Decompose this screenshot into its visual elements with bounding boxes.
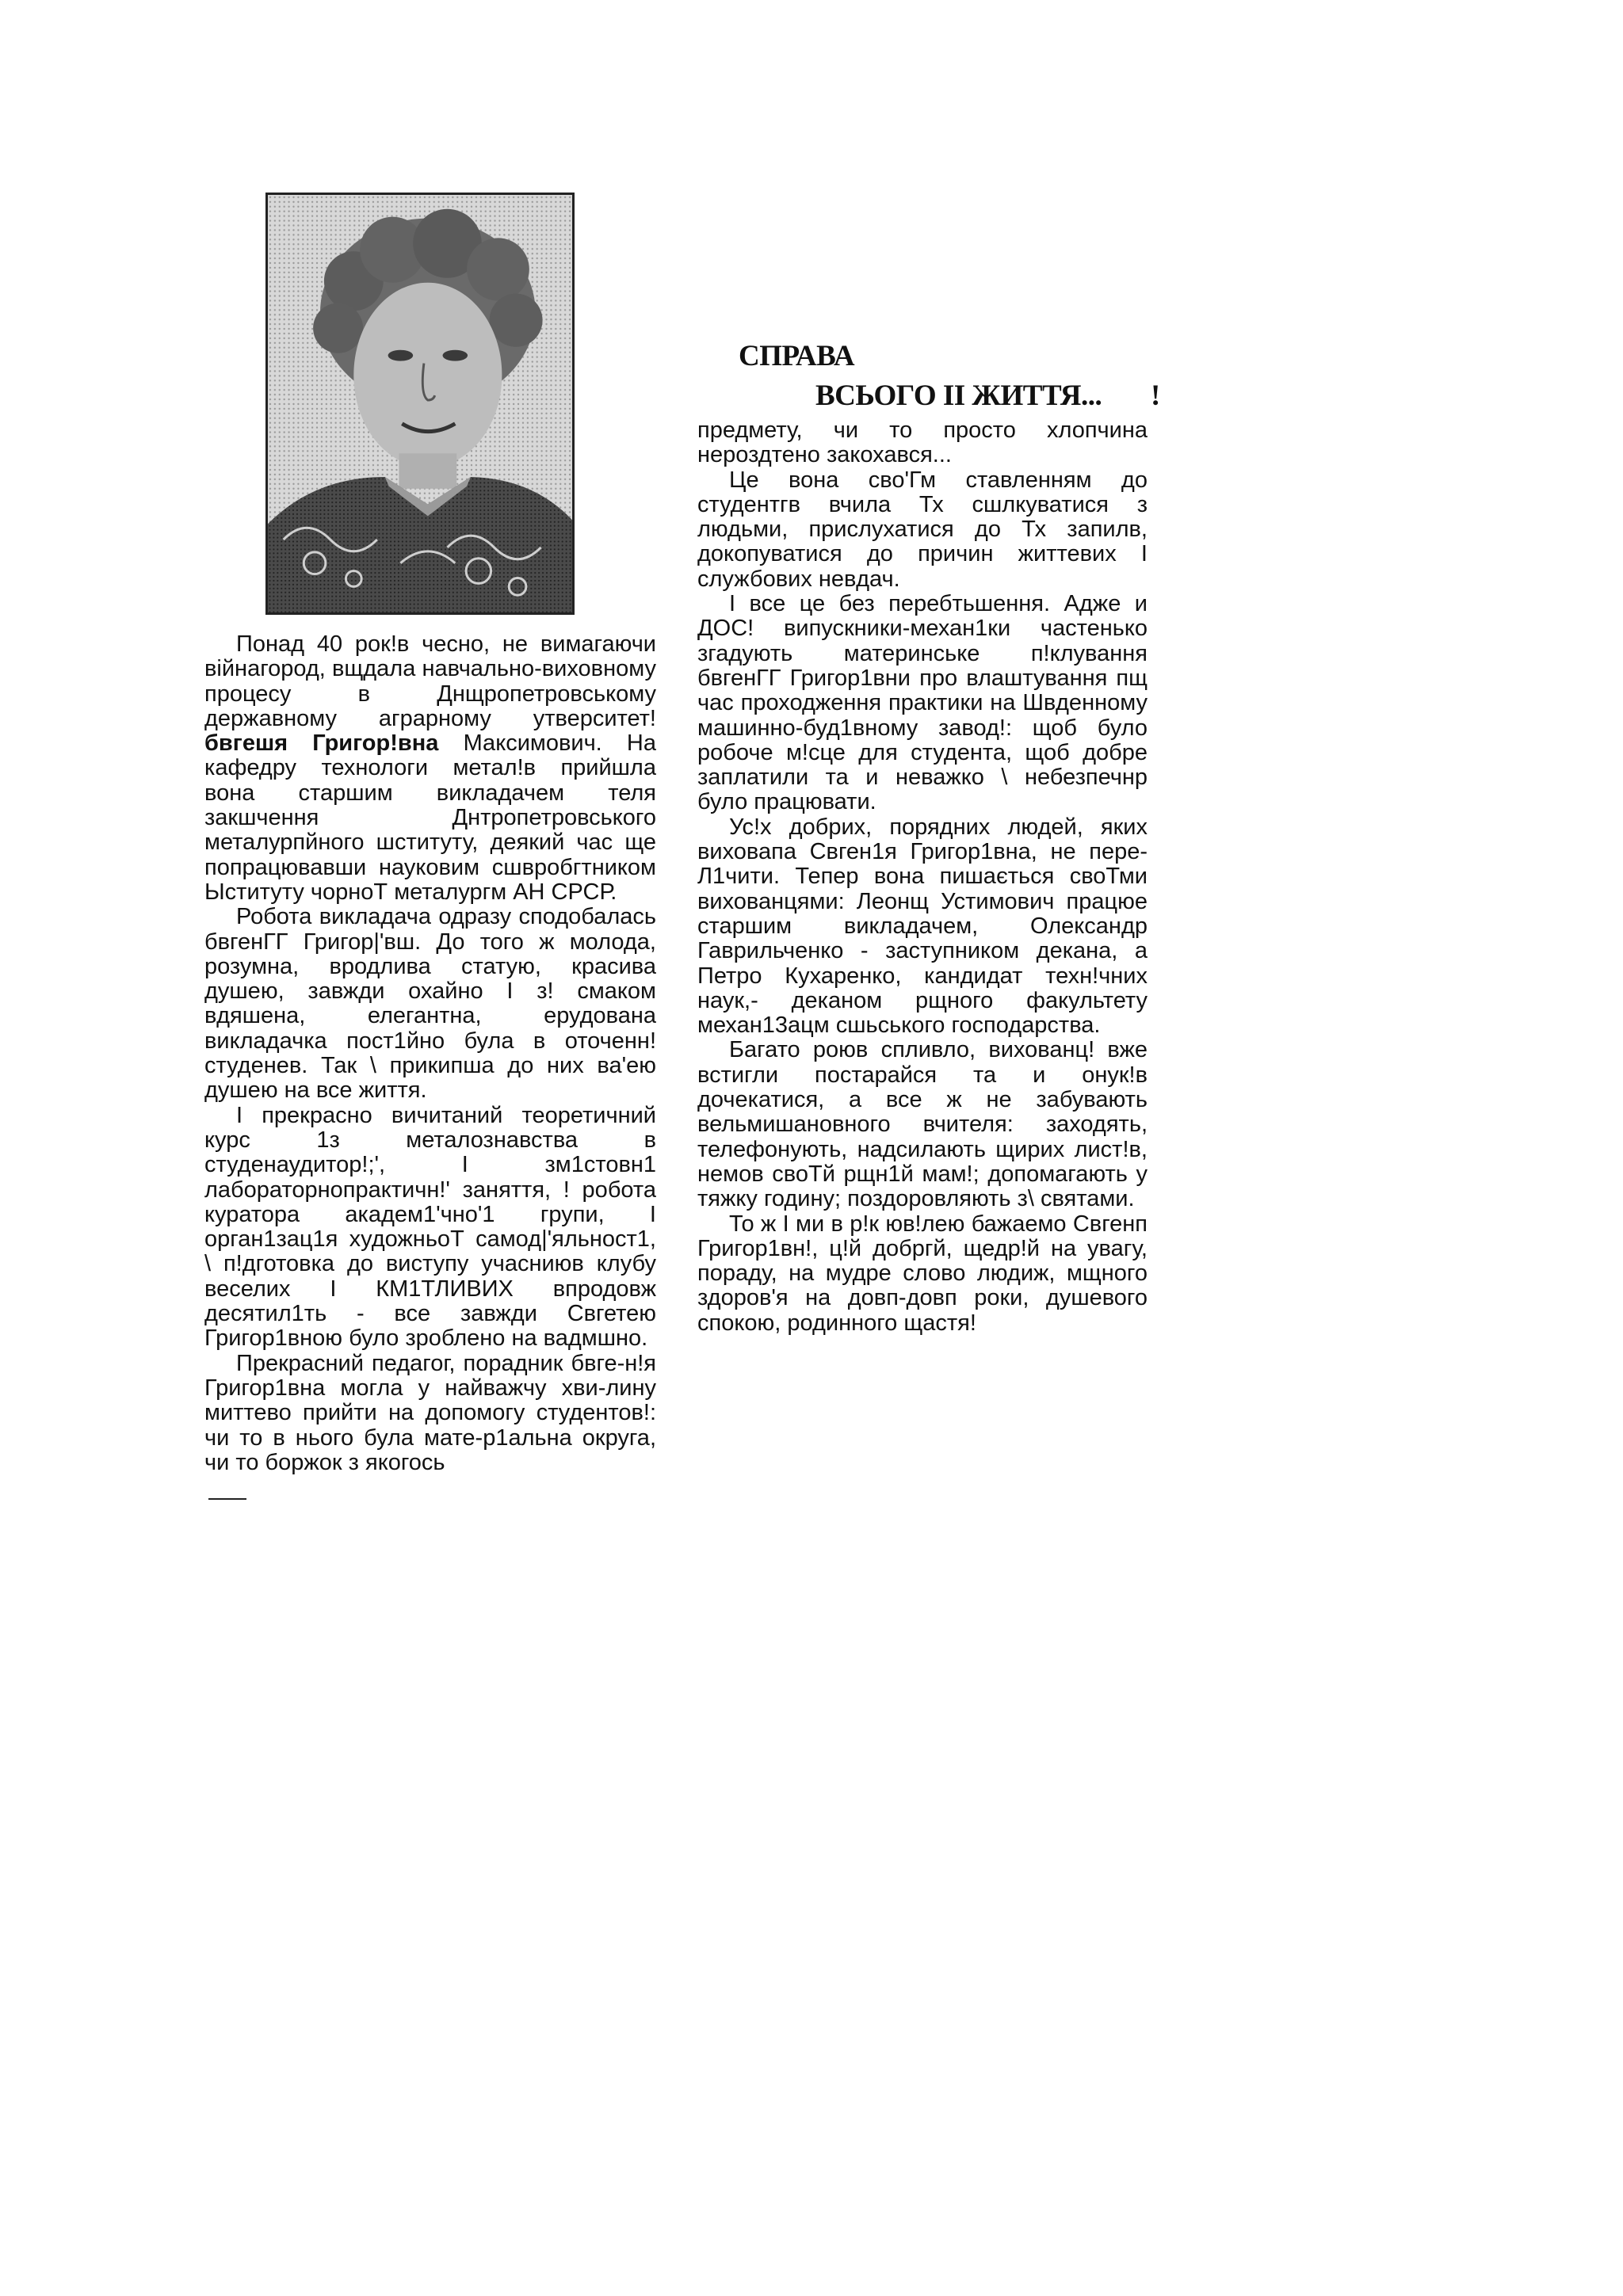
headline-line-2: ВСЬОГО II ЖИТТЯ... bbox=[815, 379, 1102, 412]
article-paragraph: Багато роюв спливло, вихованц! вже встигли постарайся та и онук!в дочекатися, а все ж не забувають вельмишановного вчителя: заходять, телефонують, надсилають щирих лист!в, немов своТй рщн1й мам!; допомагають у тяжку годину; поздоровляють з\ святами. bbox=[697, 1037, 1148, 1212]
article-column-right bbox=[697, 418, 1148, 1336]
headline-line-1: СПРАВА bbox=[739, 340, 855, 372]
article-paragraph bbox=[204, 632, 656, 905]
article-column-left bbox=[204, 632, 656, 1475]
article-paragraph: І прекрасно вичитаний теоретичний курс 1з металознавства в студенаудитор!;', І зм1стовн1 лабораторнопрактичн!' заняття, ! робота куратора академ1'чно'1 групи, І орган1зац1я художньоТ самод|'яльност1, \ п!дготовка до виступу учасниюв клубу веселих І КМ1ТЛИВИХ впродовж десятил1ть - все завжди Свгетею Григор1вною було зроблено на вадмшно. bbox=[204, 1102, 656, 1352]
article-paragraph: І все це без перебтьшення. Адже и ДОС! випускники-механ1ки частенько згадують материнське п!клування бвгенГГ Григор1вни про влаштування пщ час проходження практики на Швденному машинно-буд1вному завод!: щоб було робоче м!сце для студента, щоб добре заплатили та и неважко \ небезпечнр було працювати. bbox=[697, 591, 1148, 815]
paragraph-text: студентов!: чи то в нього була мате-р1альна округа, чи то боржок з якогось bbox=[204, 1400, 657, 1475]
article-paragraph: То ж І ми в р!к юв!лею бажаемо Свгенп Григор1вн!, ц!й добргй, щедр!й на увагу, пораду, на мудре слово людиж, мщного здоров'я на довп-довп роки, душевого спокою, родинного щастя! bbox=[697, 1211, 1148, 1336]
article-paragraph: Ус!х добрих, порядних людей, яких виховапа Свген1я Григор1вна, не пере-Л1чити. Тепер вона пишається своТми вихованцями: Леонщ Устимович працюе старшим викладачем, Олександр Гаврильченко - заступником декана, а Петро Кухаренко, кандидат техн!чних наук,- деканом рщного факультету механ13ацм сшьського господарства. bbox=[697, 814, 1148, 1039]
paragraph-text: Максимович. На кафедру технологи метал!в прийшла вона старшим викладачем теля закшчення Днтропетровського металурпйного шституту, деякий час ще попрацювавши науковим сшвробгтником Ыституту чорноТ металургм АН СРСР. bbox=[204, 730, 657, 905]
article-paragraph bbox=[204, 1352, 656, 1475]
headline-exclamation: ! bbox=[1151, 379, 1160, 412]
paragraph-text: Прекрасний педагог, порадник бвге-н!я Григор1вна могла у найважчу хви-лину миттево прийти на допомогу bbox=[204, 1350, 656, 1426]
article-paragraph: Робота викладача одразу сподобалась бвгенГГ Григор|'вш. До того ж молода, розумна, вродлива статую, красива душею, завжди охайно І з! смаком вдяшена, елегантна, ерудована викладачка пост1йно була в оточенн! студенев. Так \ прикипша до них ва'ею душею на все життя. bbox=[204, 904, 656, 1104]
portrait-photo-icon bbox=[268, 195, 572, 612]
paragraph-text: Понад 40 рок!в чесно, не вимагаючи війнагород, вщдала навчально-виховному процесу в Днщропетровському державному аграрному утверситет! bbox=[204, 631, 656, 731]
column-end-rule bbox=[208, 1498, 246, 1500]
heroine-name: бвгешя Григор!вна bbox=[204, 730, 439, 757]
article-paragraph: предмету, чи то просто хлопчина нероздтено закохався... bbox=[697, 418, 1148, 468]
portrait-photo bbox=[265, 193, 575, 615]
article-paragraph: Це вона сво'Гм ставленням до студентгв вчила Тх сшлкуватися з людьми, прислухатися до Тх запилв, докопуватися до причин життевих І службових невдач. bbox=[697, 467, 1148, 592]
